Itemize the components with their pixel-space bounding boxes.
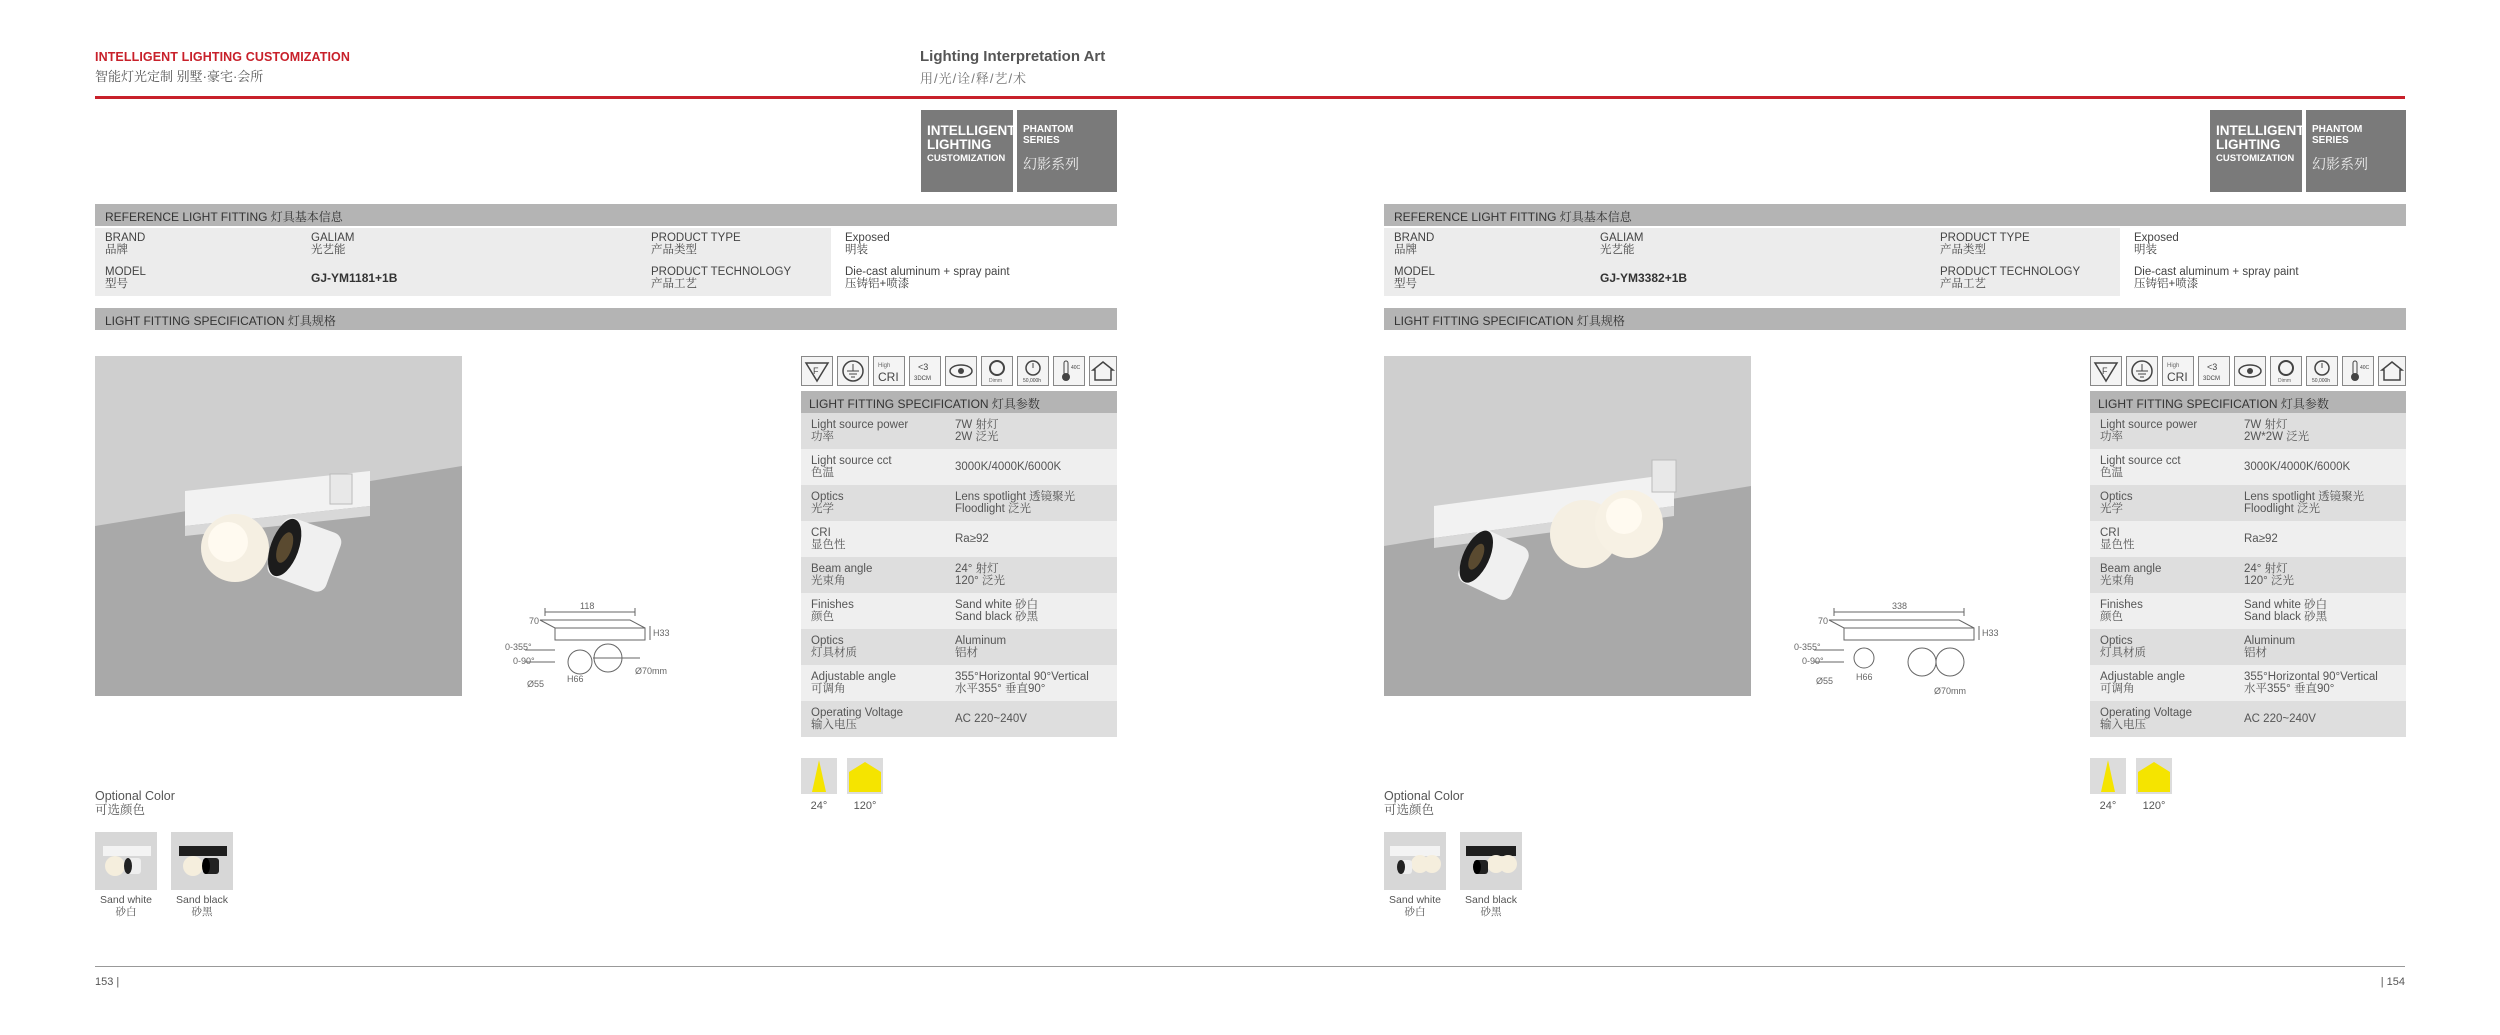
beam-narrow-icon — [2090, 758, 2126, 794]
dim-diameter-55: Ø55 — [527, 679, 545, 689]
spec-value — [2244, 461, 2404, 473]
temperature-icon — [2342, 356, 2374, 386]
product-tech-label — [641, 262, 831, 296]
spec-value — [955, 419, 1115, 443]
product-tech-value — [835, 262, 1117, 296]
ugr-icon — [909, 356, 941, 386]
spec-label-en: Light source power — [811, 419, 909, 431]
dim-rotation-horizontal: 0-355° — [505, 642, 532, 652]
badge-line-2: LIGHTING — [2216, 137, 2281, 152]
product-tech-label-cn: 产品工艺 — [1940, 278, 1986, 290]
spec-value — [955, 713, 1115, 725]
spec-label-en: Adjustable angle — [811, 671, 897, 683]
color-label-sand-black — [1456, 894, 1526, 918]
svg-text:F: F — [2102, 366, 2108, 376]
product-type-label-cn: 产品类型 — [651, 244, 697, 256]
spec-label-en: Operating Voltage — [811, 707, 904, 719]
spec-value-2: 120° 泛光 — [955, 575, 1005, 587]
spec-value — [2244, 491, 2404, 515]
spec-value — [955, 635, 1115, 659]
color-label-cn: 砂白 — [115, 906, 137, 918]
dim-diameter-70: Ø70mm — [635, 666, 668, 676]
product-type-label — [1930, 228, 2120, 262]
color-label-en: Sand white — [100, 894, 152, 906]
color-label-cn: 砂黑 — [191, 906, 213, 918]
spec-label-en: Optics — [811, 635, 844, 647]
brand-label-cn: 品牌 — [105, 244, 128, 256]
spec-row-beam-angle — [2090, 557, 2406, 593]
model-value — [1590, 262, 1930, 296]
spec-label-cn: 可调角 — [811, 683, 846, 695]
spec-label-en: Adjustable angle — [2100, 671, 2186, 683]
spec-value — [2244, 671, 2404, 695]
specification-section-header: LIGHT FITTING SPECIFICATION 灯具规格 — [1384, 308, 2406, 330]
spec-label-cn: 灯具材质 — [811, 647, 857, 659]
product-type-label-en: PRODUCT TYPE — [1940, 232, 2030, 244]
spec-label — [2100, 707, 2240, 731]
catalog-page-right — [1384, 110, 2406, 930]
product-type-value — [2124, 228, 2406, 262]
spec-row-cri — [801, 521, 1117, 557]
spec-value-2: 120° 泛光 — [2244, 575, 2294, 587]
spec-row-power — [801, 413, 1117, 449]
brand-badge — [921, 110, 1016, 192]
spec-value-2: Floodlight 泛光 — [955, 503, 1032, 515]
spec-value-1: Sand white 砂白 — [955, 599, 1039, 611]
spec-row-adjustable-angle — [2090, 665, 2406, 701]
spec-value-2: 水平355° 垂直90° — [955, 683, 1046, 695]
spec-label-en: Optics — [2100, 491, 2133, 503]
color-label-en: Sand black — [1465, 894, 1517, 906]
spec-table-title: LIGHT FITTING SPECIFICATION 灯具参数 — [2090, 391, 2406, 413]
svg-text:Dimm: Dimm — [2278, 378, 2292, 384]
spec-value-1: Sand white 砂白 — [2244, 599, 2328, 611]
beam-narrow-label: 24° — [2099, 800, 2117, 812]
dim-h66-label: H66 — [1856, 672, 1873, 682]
spec-value — [2244, 599, 2404, 623]
model-value — [301, 262, 641, 296]
spec-label — [811, 563, 951, 587]
brand-value-en: GALIAM — [311, 232, 355, 244]
reference-info-grid — [1384, 228, 2406, 306]
dim-rotation-vertical: 0-90° — [1802, 656, 1824, 666]
lifetime-icon — [2306, 356, 2338, 386]
optional-color-title-cn: 可选颜色 — [95, 803, 146, 817]
ugr-icon — [2198, 356, 2230, 386]
spec-row-voltage — [2090, 701, 2406, 737]
spec-row-material — [2090, 629, 2406, 665]
brand-badge — [2210, 110, 2305, 192]
spec-value-2: 2W*2W 泛光 — [2244, 431, 2310, 443]
product-type-label-en: PRODUCT TYPE — [651, 232, 741, 244]
spec-label-en: Finishes — [811, 599, 854, 611]
model-label-en: MODEL — [1394, 266, 1435, 278]
spec-value — [955, 671, 1115, 695]
spec-value — [955, 563, 1115, 587]
dim-height-label: 70 — [529, 616, 540, 626]
spec-label-cn: 色温 — [811, 467, 834, 479]
spec-label — [2100, 527, 2240, 551]
brand-label — [95, 228, 301, 262]
product-type-value-cn: 明装 — [2134, 244, 2157, 256]
product-type-value — [835, 228, 1117, 262]
color-label-sand-white — [91, 894, 161, 918]
dim-rotation-vertical: 0-90° — [513, 656, 535, 666]
catalog-title-cn: 用/光/诠/释/艺/术 — [920, 71, 1028, 86]
color-swatch-sand-black — [171, 832, 233, 890]
spec-value-2: Floodlight 泛光 — [2244, 503, 2321, 515]
page-number-right: | 154 — [2380, 976, 2405, 988]
spec-label-cn: 色温 — [2100, 467, 2123, 479]
spec-label-cn: 输入电压 — [811, 719, 857, 731]
indoor-icon — [1089, 356, 1117, 386]
model-label — [1384, 262, 1590, 296]
optional-color-title-en: Optional Color — [1384, 789, 1464, 803]
spec-value — [2244, 635, 2404, 659]
beam-narrow-label: 24° — [810, 800, 828, 812]
spec-label-en: Operating Voltage — [2100, 707, 2193, 719]
product-type-value-cn: 明装 — [845, 244, 868, 256]
dim-icon — [2270, 356, 2302, 386]
page-number-left: 153 | — [95, 976, 120, 988]
svg-text:CRI: CRI — [878, 370, 899, 384]
product-photo — [1384, 356, 1751, 696]
spec-row-optics — [801, 485, 1117, 521]
product-tech-value-cn: 压铸铝+喷漆 — [2134, 278, 2199, 290]
color-label-cn: 砂白 — [1404, 906, 1426, 918]
spec-label-en: Finishes — [2100, 599, 2143, 611]
dim-diameter-70: Ø70mm — [1934, 686, 1967, 696]
dimension-drawing — [1784, 600, 2004, 720]
spec-label — [811, 707, 951, 731]
dim-rotation-horizontal: 0-355° — [1794, 642, 1821, 652]
product-type-label — [641, 228, 831, 262]
lifetime-icon — [1017, 356, 1049, 386]
dim-width-label: 338 — [1892, 601, 1908, 611]
product-tech-label-en: PRODUCT TECHNOLOGY — [1940, 266, 2081, 278]
product-render-image — [95, 356, 462, 696]
brand-label — [1384, 228, 1590, 262]
product-tech-label — [1930, 262, 2120, 296]
spec-label-en: CRI — [2100, 527, 2120, 539]
badge-line-3: CUSTOMIZATION — [2216, 153, 2295, 164]
beam-narrow-icon — [801, 758, 837, 794]
model-label — [95, 262, 301, 296]
spec-label — [811, 599, 951, 623]
product-tech-value-cn: 压铸铝+喷漆 — [845, 278, 910, 290]
cri-icon — [2162, 356, 2194, 386]
brand-value-en: GALIAM — [1600, 232, 1644, 244]
product-type-value-en: Exposed — [845, 232, 890, 244]
product-render-image — [1384, 356, 1751, 696]
svg-text:Dimm: Dimm — [989, 378, 1003, 384]
color-label-en: Sand black — [176, 894, 228, 906]
product-tech-label-cn: 产品工艺 — [651, 278, 697, 290]
spec-value-1: 355°Horizontal 90°Vertical — [2244, 671, 2378, 683]
svg-text:40C: 40C — [1071, 365, 1081, 371]
product-tech-label-en: PRODUCT TECHNOLOGY — [651, 266, 792, 278]
spec-label-en: Optics — [811, 491, 844, 503]
spec-value-1: AC 220~240V — [955, 713, 1027, 725]
spec-label-cn: 功率 — [2100, 431, 2123, 443]
spec-value-1: Aluminum — [955, 635, 1007, 647]
page-number-value: 154 — [2386, 976, 2405, 988]
spec-value-1: 3000K/4000K/6000K — [2244, 461, 2351, 473]
optional-color-title-cn: 可选颜色 — [1384, 803, 1435, 817]
color-label-sand-white — [1380, 894, 1450, 918]
ground-icon — [2126, 356, 2158, 386]
dim-h33-label: H33 — [653, 628, 670, 638]
temperature-icon — [1053, 356, 1085, 386]
indoor-icon — [2378, 356, 2406, 386]
spec-row-cct — [801, 449, 1117, 485]
spec-label-en: Optics — [2100, 635, 2133, 647]
svg-text:3DCM: 3DCM — [2203, 376, 2221, 382]
series-name-en: PHANTOM SERIES — [1023, 124, 1074, 146]
catalog-page-left — [95, 110, 1117, 930]
spec-row-cri — [2090, 521, 2406, 557]
brand-label-en: BRAND — [1394, 232, 1435, 244]
product-tech-value — [2124, 262, 2406, 296]
spec-label — [2100, 563, 2240, 587]
reference-section-header: REFERENCE LIGHT FITTING 灯具基本信息 — [95, 204, 1117, 226]
eye-icon — [2234, 356, 2266, 386]
spec-value-1: Ra≥92 — [955, 533, 989, 545]
beam-wide-label: 120° — [2142, 800, 2166, 812]
spec-label-cn: 可调角 — [2100, 683, 2135, 695]
f-mark-icon — [801, 356, 833, 386]
dim-h33-label: H33 — [1982, 628, 1999, 638]
spec-label-cn: 颜色 — [2100, 611, 2123, 623]
spec-value-2: 铝材 — [955, 647, 978, 659]
spec-label — [2100, 419, 2240, 443]
spec-value-2: Sand black 砂黑 — [2244, 611, 2328, 623]
model-number: GJ-YM1181+1B — [311, 271, 398, 285]
spec-label-cn: 显色性 — [811, 539, 846, 551]
spec-value-1: 7W 射灯 — [2244, 419, 2288, 431]
spec-value — [955, 461, 1115, 473]
series-name-cn: 幻影系列 — [2312, 156, 2368, 172]
spec-value-1: Ra≥92 — [2244, 533, 2278, 545]
spec-label-cn: 光束角 — [811, 575, 846, 587]
product-tech-value-en: Die-cast aluminum + spray paint — [2134, 266, 2299, 278]
svg-text:CRI: CRI — [2167, 370, 2188, 384]
spec-label — [811, 527, 951, 551]
color-swatch-sand-black — [1460, 832, 1522, 890]
spec-label — [811, 635, 951, 659]
model-label-cn: 型号 — [105, 278, 128, 290]
optional-color-title — [1384, 789, 1464, 817]
spec-row-power — [2090, 413, 2406, 449]
spec-value — [2244, 533, 2404, 545]
svg-text:50,000h: 50,000h — [1023, 378, 1042, 384]
series-name-en: PHANTOM SERIES — [2312, 124, 2363, 146]
spec-table-title: LIGHT FITTING SPECIFICATION 灯具参数 — [801, 391, 1117, 413]
spec-label — [2100, 455, 2240, 479]
catalog-title-en: Lighting Interpretation Art — [920, 48, 1106, 65]
spec-label-cn: 功率 — [811, 431, 834, 443]
spec-value — [955, 533, 1115, 545]
spec-label — [2100, 635, 2240, 659]
color-label-cn: 砂黑 — [1480, 906, 1502, 918]
brand-tagline-cn: 智能灯光定制 别墅·豪宅·会所 — [95, 69, 264, 84]
cri-icon — [873, 356, 905, 386]
beam-wide-label: 120° — [853, 800, 877, 812]
svg-text:<3: <3 — [918, 362, 929, 372]
beam-wide-icon — [2136, 758, 2172, 794]
spec-value — [955, 491, 1115, 515]
spec-label-cn: 光束角 — [2100, 575, 2135, 587]
eye-icon — [945, 356, 977, 386]
brand-value-cn: 光艺能 — [1600, 244, 1635, 256]
beam-wide-icon — [847, 758, 883, 794]
series-name-cn: 幻影系列 — [1023, 156, 1079, 172]
spec-value-2: 铝材 — [2244, 647, 2267, 659]
model-label-en: MODEL — [105, 266, 146, 278]
spec-label-cn: 颜色 — [811, 611, 834, 623]
dim-height-label: 70 — [1818, 616, 1829, 626]
model-label-cn: 型号 — [1394, 278, 1417, 290]
svg-text:40C: 40C — [2360, 365, 2370, 371]
spec-label — [2100, 491, 2240, 515]
brand-label-cn: 品牌 — [1394, 244, 1417, 256]
series-badge — [1017, 110, 1117, 192]
optional-color-title — [95, 789, 175, 817]
spec-label-en: CRI — [811, 527, 831, 539]
dim-h66-label: H66 — [567, 674, 584, 684]
spec-row-cct — [2090, 449, 2406, 485]
spec-label — [811, 455, 951, 479]
dim-diameter-55: Ø55 — [1816, 676, 1834, 686]
f-mark-icon — [2090, 356, 2122, 386]
brand-value-cn: 光艺能 — [311, 244, 346, 256]
spec-label-cn: 光学 — [811, 503, 834, 515]
spec-value-1: Lens spotlight 透镜聚光 — [2244, 491, 2365, 503]
spec-value — [2244, 419, 2404, 443]
svg-text:3DCM: 3DCM — [914, 376, 932, 382]
dim-width-label: 118 — [580, 601, 595, 611]
spec-value — [2244, 563, 2404, 587]
spec-label-en: Light source cct — [811, 455, 892, 467]
spec-label — [2100, 671, 2240, 695]
spec-label-cn: 输入电压 — [2100, 719, 2146, 731]
spec-label — [2100, 599, 2240, 623]
badge-line-1: INTELLIGENT — [927, 123, 1016, 138]
spec-value-2: 水平355° 垂直90° — [2244, 683, 2335, 695]
spec-label-cn: 显色性 — [2100, 539, 2135, 551]
spec-value-1: AC 220~240V — [2244, 713, 2316, 725]
spec-row-beam-angle — [801, 557, 1117, 593]
optional-color-title-en: Optional Color — [95, 789, 175, 803]
color-label-en: Sand white — [1389, 894, 1441, 906]
spec-label-en: Beam angle — [811, 563, 873, 575]
svg-text:50,000h: 50,000h — [2312, 378, 2331, 384]
badge-line-3: CUSTOMIZATION — [927, 153, 1006, 164]
badge-line-2: LIGHTING — [927, 137, 992, 152]
spec-value-1: 7W 射灯 — [955, 419, 999, 431]
spec-value-2: 2W 泛光 — [955, 431, 999, 443]
spec-value — [955, 599, 1115, 623]
color-swatch-sand-white — [95, 832, 157, 890]
brand-value — [1590, 228, 1930, 262]
certification-icon-row — [801, 356, 1117, 386]
specification-section-header: LIGHT FITTING SPECIFICATION 灯具规格 — [95, 308, 1117, 330]
product-type-label-cn: 产品类型 — [1940, 244, 1986, 256]
spec-value-1: Lens spotlight 透镜聚光 — [955, 491, 1076, 503]
brand-value — [301, 228, 641, 262]
spec-row-adjustable-angle — [801, 665, 1117, 701]
spec-label — [811, 419, 951, 443]
spec-label — [811, 671, 951, 695]
svg-text:<3: <3 — [2207, 362, 2218, 372]
spec-value-1: 24° 射灯 — [955, 563, 999, 575]
spec-value-1: 24° 射灯 — [2244, 563, 2288, 575]
brand-label-en: BRAND — [105, 232, 146, 244]
spec-label-cn: 灯具材质 — [2100, 647, 2146, 659]
spec-value-1: 355°Horizontal 90°Vertical — [955, 671, 1089, 683]
page-number-value: 153 — [95, 976, 114, 988]
svg-text:F: F — [813, 366, 819, 376]
header-divider — [95, 96, 2405, 99]
spec-value-2: Sand black 砂黑 — [955, 611, 1039, 623]
series-badge — [2306, 110, 2406, 192]
model-number: GJ-YM3382+1B — [1600, 271, 1688, 285]
spec-label — [811, 491, 951, 515]
spec-label-en: Beam angle — [2100, 563, 2162, 575]
spec-label-en: Light source power — [2100, 419, 2198, 431]
footer-divider — [95, 966, 2405, 967]
brand-tagline-en: INTELLIGENT LIGHTING CUSTOMIZATION — [95, 50, 351, 64]
svg-text:High: High — [2167, 363, 2180, 369]
spec-row-material — [801, 629, 1117, 665]
spec-row-optics — [2090, 485, 2406, 521]
spec-row-finishes — [2090, 593, 2406, 629]
spec-row-finishes — [801, 593, 1117, 629]
svg-text:High: High — [878, 363, 891, 369]
product-tech-value-en: Die-cast aluminum + spray paint — [845, 266, 1010, 278]
reference-section-header: REFERENCE LIGHT FITTING 灯具基本信息 — [1384, 204, 2406, 226]
ground-icon — [837, 356, 869, 386]
spec-value-1: Aluminum — [2244, 635, 2296, 647]
dimension-drawing — [495, 600, 715, 720]
product-type-value-en: Exposed — [2134, 232, 2179, 244]
spec-value-1: 3000K/4000K/6000K — [955, 461, 1062, 473]
color-swatch-sand-white — [1384, 832, 1446, 890]
spec-value — [2244, 713, 2404, 725]
certification-icon-row — [2090, 356, 2406, 386]
badge-line-1: INTELLIGENT — [2216, 123, 2305, 138]
reference-info-grid — [95, 228, 1117, 306]
color-label-sand-black — [167, 894, 237, 918]
spec-label-cn: 光学 — [2100, 503, 2123, 515]
spec-row-voltage — [801, 701, 1117, 737]
spec-label-en: Light source cct — [2100, 455, 2181, 467]
dim-icon — [981, 356, 1013, 386]
product-photo — [95, 356, 462, 696]
